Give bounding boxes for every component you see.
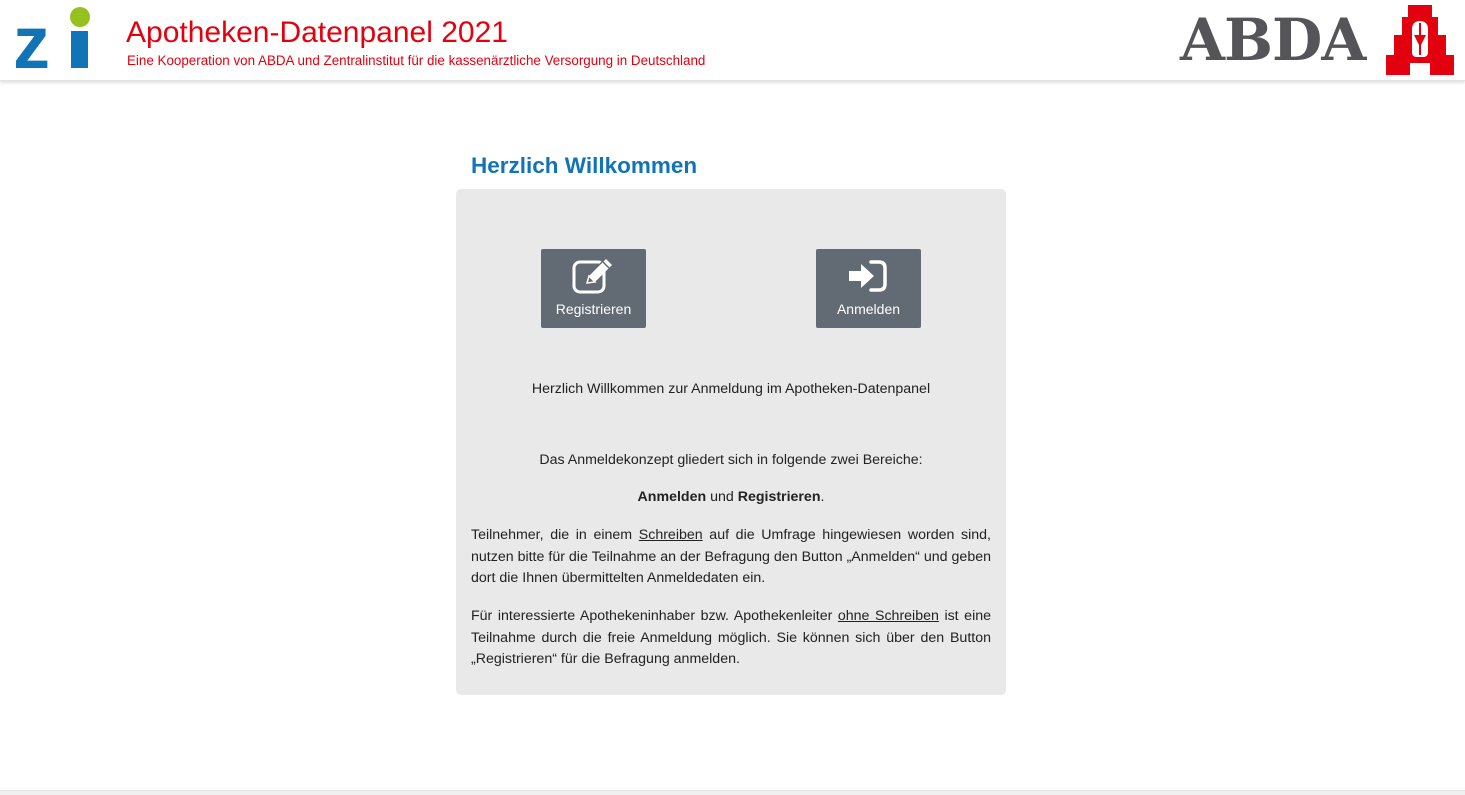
page-title: Herzlich Willkommen xyxy=(471,153,698,178)
areas-and: und xyxy=(706,489,738,505)
sign-in-icon xyxy=(847,258,891,294)
site-header xyxy=(0,0,1465,81)
para2-before: Für interessierte Apothekeninhaber bzw. Apothekenleiter xyxy=(471,608,838,624)
login-button[interactable] xyxy=(816,249,921,328)
zi-logo[interactable] xyxy=(13,7,95,71)
register-button-label: Registrieren xyxy=(555,301,632,317)
participant-paragraph xyxy=(471,525,991,590)
areas-register-label: Registrieren xyxy=(737,489,821,505)
svg-text:z: z xyxy=(13,7,48,71)
areas-login-label: Anmelden xyxy=(637,489,707,505)
areas-end: . xyxy=(820,489,825,505)
welcome-card xyxy=(456,189,1006,695)
register-button[interactable] xyxy=(541,249,646,328)
abda-logo-text[interactable]: ABDA xyxy=(1180,6,1366,74)
para2-after: ist eine Teilnahme durch die freie Anmeldung möglich. Sie können sich über den Button „Registrieren“ für die Befragung anmelden. xyxy=(471,608,991,667)
footer-divider xyxy=(0,790,1465,795)
schreiben-link[interactable]: Schreiben xyxy=(638,527,703,543)
site-subtitle: Eine Kooperation von ABDA und Zentralinstitut für die kassenärztliche Versorgung in Deutschland xyxy=(127,53,706,68)
para1-before: Teilnehmer, die in einem xyxy=(471,527,639,543)
apotheken-a-icon xyxy=(1386,5,1454,75)
free-registration-paragraph xyxy=(471,606,991,671)
concept-text: Das Anmeldekonzept gliedert sich in folgende zwei Bereiche: xyxy=(539,452,923,468)
login-button-label: Anmelden xyxy=(836,301,901,317)
edit-icon xyxy=(572,258,616,294)
intro-text: Herzlich Willkommen zur Anmeldung im Apotheken-Datenpanel xyxy=(531,381,931,397)
ohne-schreiben-link[interactable]: ohne Schreiben xyxy=(837,608,939,624)
areas-text xyxy=(471,487,991,509)
para1-after: auf die Umfrage hingewiesen worden sind, nutzen bitte für die Teilnahme an der Befragung den Button „Anmelden“ und geben dort die Ihnen übermittelten Anmeldedaten ein. xyxy=(471,527,991,586)
site-title: Apotheken-Datenpanel 2021 xyxy=(126,16,508,49)
